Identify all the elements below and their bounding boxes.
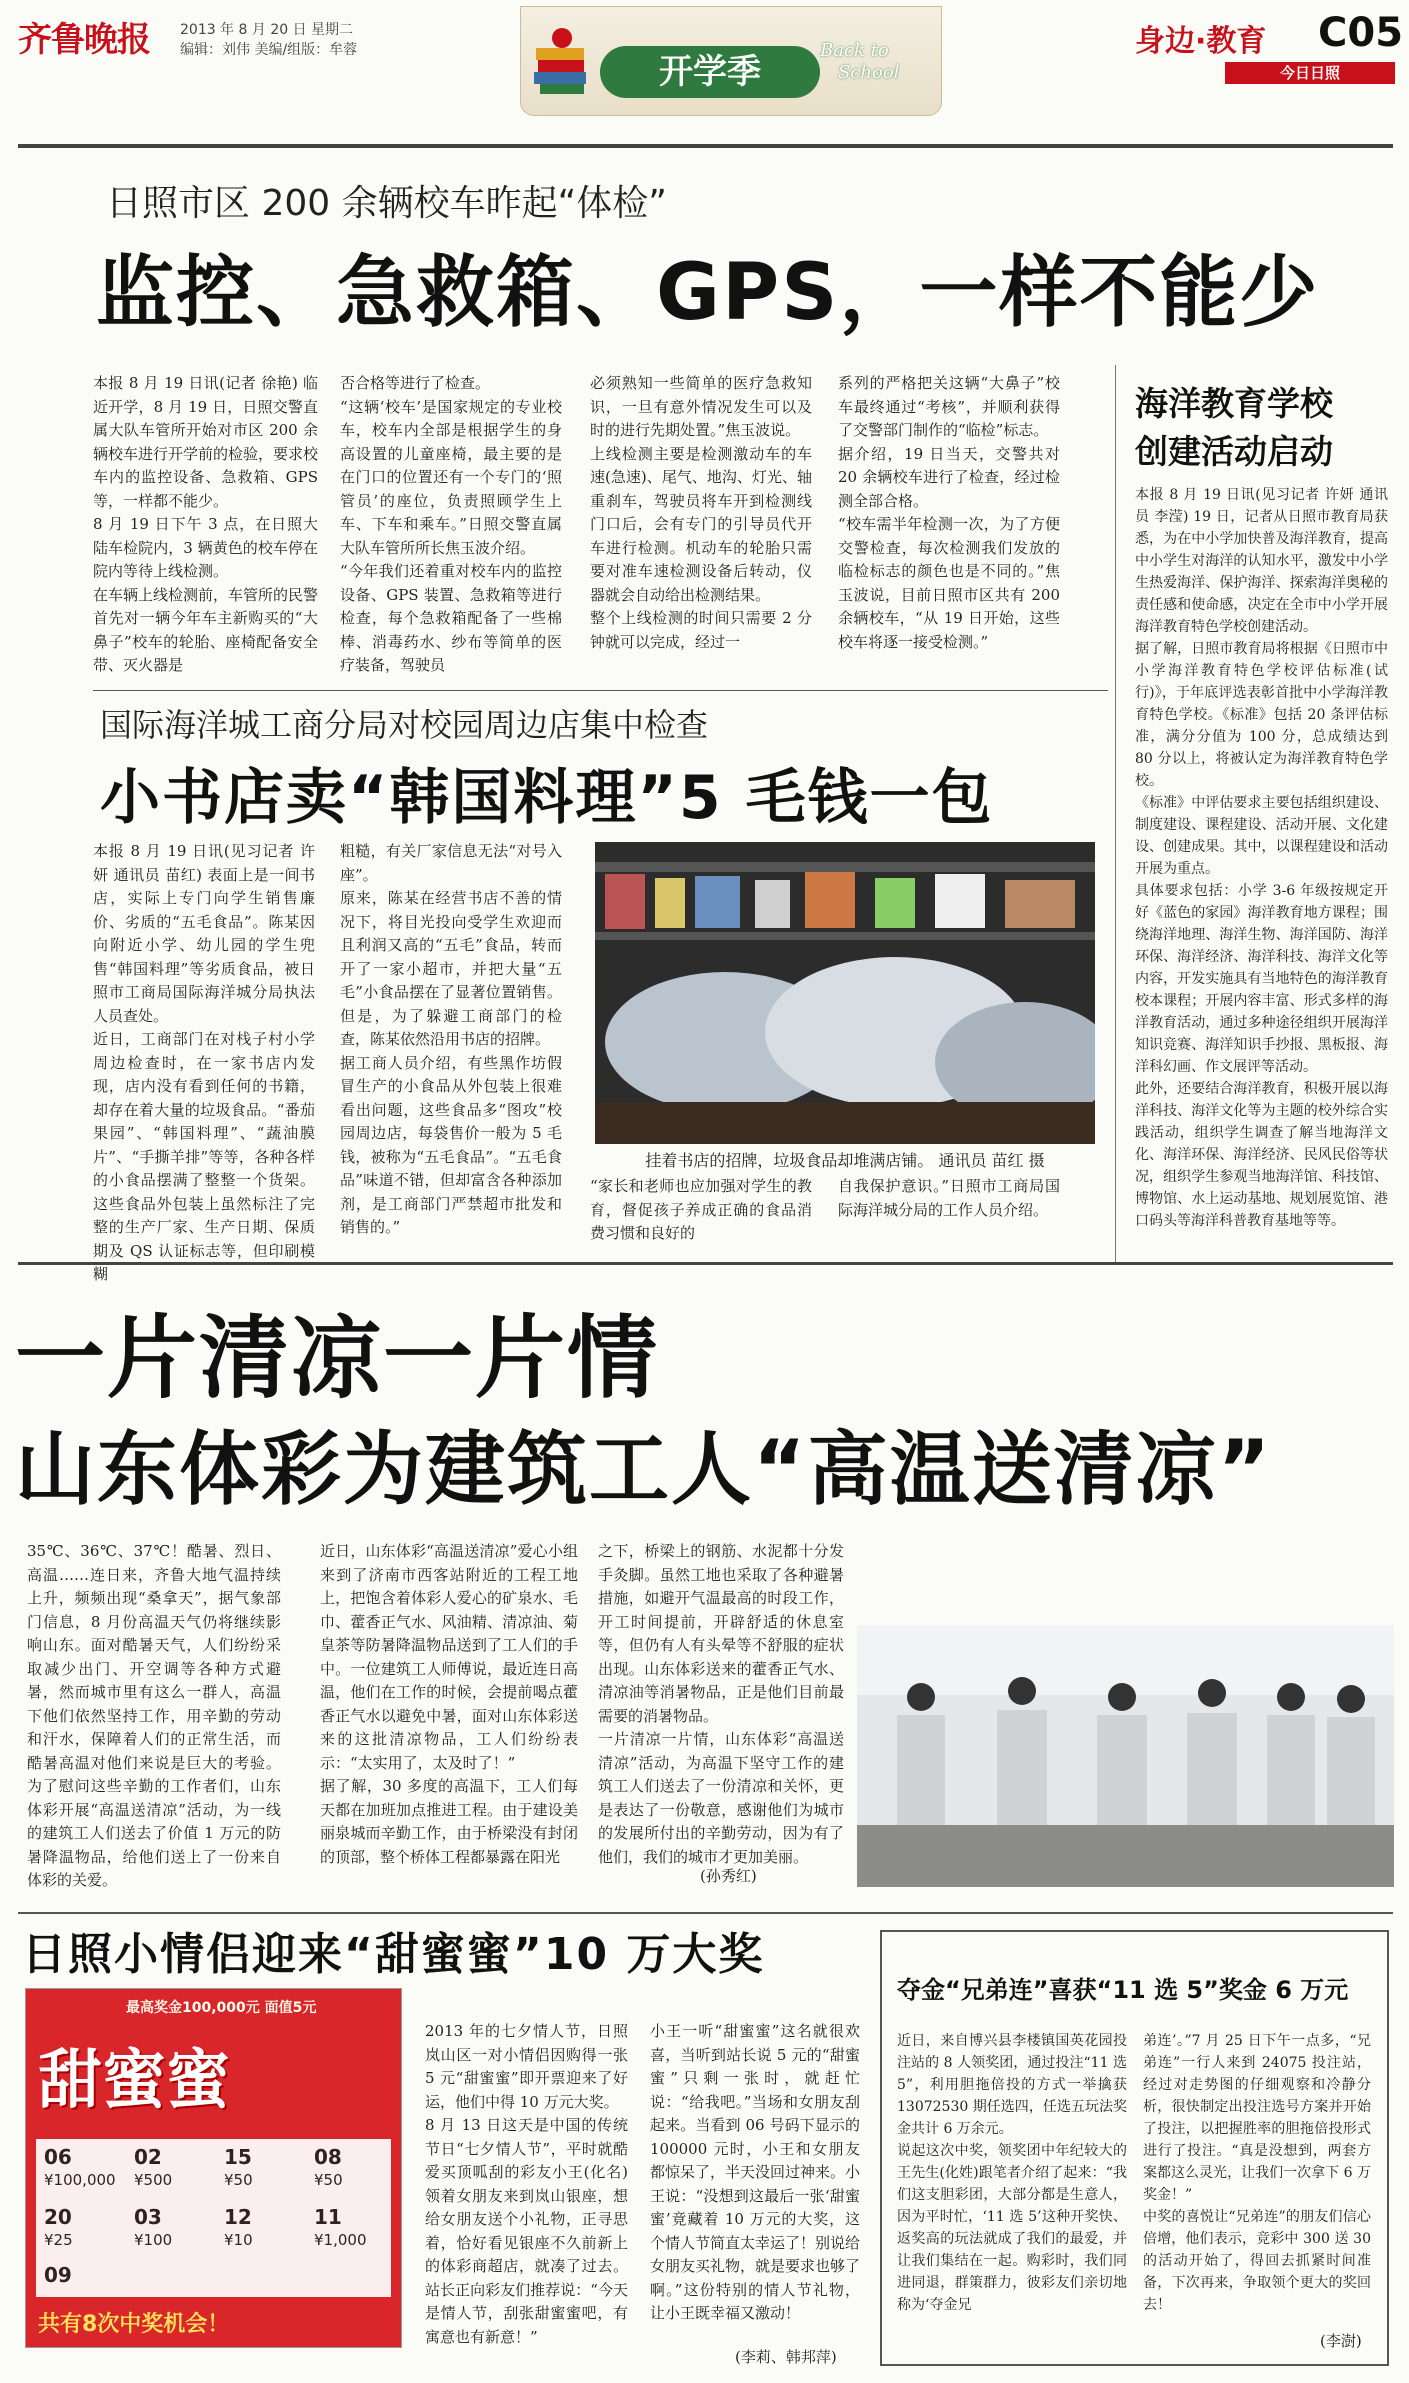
banner-sub-2: School [838, 62, 900, 83]
ticket-brand: 甜蜜蜜 [38, 2044, 230, 2118]
article3-headline-2: 山东体彩为建筑工人“高温送清凉” [15, 1423, 1273, 1516]
ticket-num: 03 [134, 2205, 162, 2229]
article5-col1: 近日，来自博兴县李楼镇国英花园投注站的 8 人领奖团，通过投注“11 选 5”，利用胆拖倍投的方式一举擒获 13072530 期任选四，任选五玩法奖金共计 6 万余元。 说起这次中奖，领奖团中年纪较大的王先生(化姓)跟笔者介绍了起来：“我们这支胆彩团，大部分都是生意人，因为平时忙，‘11 选 5’这种开奖快、返奖高的玩法就成了我们的最爱，并让我们集结在一起。购彩时，我们同进同退，群策群力，彼彩友们亲切地称为‘夺金兄 [897, 2033, 1127, 2313]
section-divider [18, 1262, 1393, 1265]
article5-col2: 弟连’。”7 月 25 日下午一点多，“兄弟连”一行人来到 24075 投注站，经过对走势图的仔细观察和冷静分析，很快制定出投注选号方案并开始了投注，以把握胜率的胆拖倍投形式进行了投注。“真是没想到，两套方案都这么灵光，让我们一次拿下 6 万奖金！” 中奖的喜悦让“兄弟连”的朋友们信心倍增，他们表示，竞彩中 300 送 30 的活动开始了，得回去抓紧时间准备，下次再来，争取领个更大的奖回去！ [1143, 2033, 1371, 2313]
books-icon [530, 20, 590, 100]
page-number: C05 [1318, 10, 1404, 56]
ticket-prize: ¥500 [134, 2171, 173, 2189]
article2-col4: 自我保护意识。”日照市工商局国际海洋城分局的工作人员介绍。 [838, 1177, 1060, 1219]
article1-headline: 监控、急救箱、GPS，一样不能少 [96, 248, 1320, 338]
article1-col4: 系列的严格把关这辆“大鼻子”校车最终通过“考核”，并顺利获得了交警部门制作的“临检”标志。 据介绍，19 日当天，交警共对 20 余辆校车进行了检查，经过检测全部合格。 “校车需半年检测一次，为了方便交警检查，每次检测我们发放的临检标志的颜色也是不同的。”焦玉波说，目前日照市区共有 200 余辆校车，“从 19 日开始，这些校车将逐一接受检测。” [838, 374, 1060, 651]
header-divider [18, 144, 1393, 148]
section-name: 身边·教育 [1135, 24, 1267, 59]
lower-divider [18, 1912, 1393, 1914]
article2-col2: 粗糙，有关厂家信息无法“对号入座”。 原来，陈某在经营书店不善的情况下，将目光投向受学生欢迎而且利润又高的“五毛”食品，转而开了一家小超市，并把大量“五毛”小食品摆在了显著位置销售。但是，为了躲避工商部门的检查，陈某依然沿用书店的招牌。 据工商人员介绍，有些黑作坊假冒生产的小食品从外包装上很难看出问题，这些食品多“图攻”校园周边店，每袋售价一般为 5 毛钱，被称为“五毛食品”。“五毛食品”味道不错，但却富含各种添加剂，是工商部门严禁超市批发和销售的。” [340, 842, 562, 1236]
article5-byline: (李澍) [1320, 2332, 1362, 2350]
article1-col2: 否合格等进行了检查。 “这辆‘校车’是国家规定的专业校车，校车内全部是根据学生的身高设置的儿童座椅，最主要的是在门口的位置还有一个专门的‘照管员’的座位，负责照顾学生上车、下车和乘车。”日照交警直属大队车管所所长焦玉波介绍。 “今年我们还着重对校车内的监控设备、GPS 装置、急救箱等进行检查，每个急救箱配备了一些棉棒、消毒药水、纱布等简单的医疗装备，驾驶员 [340, 374, 562, 674]
article3-col3: 之下，桥梁上的钢筋、水泥都十分发手灸脚。虽然工地也采取了各种避暑措施，如避开气温最高的时段工作，开工时间提前，开辟舒适的休息室等，但仍有人有头晕等不舒服的症状出现。山东体彩送来的藿香正气水、清凉油等消暑物品，正是他们目前最需要的消暑物品。 一片清凉一片情，山东体彩“高温送清凉”活动，为高温下坚守工作的建筑工人们送去了一份清凉和关怀，更是表达了一份敬意，感谢他们为城市的发展所付出的辛勤劳动，因为有了他们，我们的城市才更加美丽。 [598, 1542, 844, 1866]
ticket-prize: ¥100,000 [44, 2171, 116, 2189]
article3-col1: 35℃、36℃、37℃！酷暑、烈日、高温……连日来，齐鲁大地气温持续上升，频频出现“桑拿天”，据气象部门信息，8 月份高温天气仍将继续影响山东。面对酷暑天气，人们纷纷采取减少出门、开空调等各种方式避暑，然而城市里有这么一群人，高温下他们依然坚持工作，用辛勤的劳动和汗水，保障着人们的正常生活，而酷暑高温对他们来说是巨大的考验。为了慰问这些辛勤的工作者们，山东体彩开展“高温送清凉”活动，为一线的建筑工人们送去了价值 1 万元的防暑降温物品，给他们送上了一份来自体彩的关爱。 [27, 1542, 281, 1889]
article5-headline: 夺金“兄弟连”喜获“11 选 5”奖金 6 万元 [897, 1976, 1349, 2004]
article1-col3: 必须熟知一些简单的医疗急救知识，一旦有意外情况发生可以及时的进行先期处置。”焦玉波说。 上线检测主要是检测激动车的车速(急速)、尾气、地沟、灯光、轴重刹车，驾驶员将车开到检测线门口后，会有专门的引导员代开车进行检测。机动车的轮胎只需要对准车速检测设备后转动，仪器就会自动给出检测结果。 整个上线检测的时间只需要 2 分钟就可以完成，经过一 [590, 374, 812, 651]
ticket-top: 最高奖金100,000元 面值5元 [126, 2000, 317, 2016]
article1-bottom-rule [93, 690, 1108, 691]
article1-kicker: 日照市区 200 余辆校车昨起“体检” [106, 183, 667, 224]
bookstore-shelves-image [595, 842, 1095, 1144]
ticket-prize: ¥1,000 [314, 2231, 367, 2249]
ticket-prize: ¥50 [314, 2171, 343, 2189]
ticket-num: 02 [134, 2145, 162, 2169]
bookstore-caption: 挂着书店的招牌，垃圾食品却堆满店铺。 通讯员 苗红 摄 [645, 1151, 1045, 1170]
ticket-prize: ¥100 [134, 2231, 173, 2249]
lottery-ticket-image [25, 1988, 402, 2348]
article4-headline: 日照小情侣迎来“甜蜜蜜”10 万大奖 [22, 1929, 765, 1980]
ticket-num: 15 [224, 2145, 252, 2169]
article4-col1: 2013 年的七夕情人节，日照岚山区一对小情侣因购得一张 5 元“甜蜜蜜”即开票迎来了好运，他们中得 10 万元大奖。 8 月 13 日这天是中国的传统节日“七夕情人节”，平时就酷爱买顶呱刮的彩友小王(化名)领着女朋友来到岚山银座，想给女朋友送个小礼物，正寻思着，恰好看见银座不久前新上的体彩商超店，就凑了过去。站长正向彩友们推荐说：“今天是情人节，刮张甜蜜蜜吧，有寓意也有新意！” [425, 2022, 628, 2346]
sidebar-body: 本报 8 月 19 日讯(见习记者 许妍 通讯员 李滢) 19 日，记者从日照市教育局获悉，为在中小学加快普及海洋教育，提高中小学生对海洋的认知水平，激发中小学生热爱海洋、保护海洋、探索海洋奥秘的责任感和使命感，决定在全市中小学开展海洋教育特色学校创建活动。 据了解，日照市教育局将根据《日照市中小学海洋教育特色学校评估标准(试行)》，于年底评选表彰首批中小学海洋教育特色学校。《标准》包括 20 条评估标准，满分分值为 100 分，总成绩达到 80 分以上，将被认定为海洋教育特色学校。 《标准》中评估要求主要包括组织建设、制度建设、课程建设、活动开展、文化建设、创建成果。其中，以课程建设和活动开展为重点。 具体要求包括：小学 3-6 年级按规定开好《蓝色的家园》海洋教育地方课程；围绕海洋地理、海洋生物、海洋国防、海洋环保、海洋经济、海洋科技、海洋文化等内容，开发实施具有当地特色的海洋教育校本课程；开展内容丰富、形式多样的海洋教育活动，通过多种途径组织开展海洋知识竞赛、海洋知识手抄报、黑板报、海洋科幻画、作文展评等活动。 此外，还要结合海洋教育，积极开展以海洋科技、海洋文化等为主题的校外综合实践活动，组织学生调查了解当地海洋文化、海洋环保、海洋经济、民风民俗等状况，组织学生参观当地海洋馆、科技馆、博物馆、水上运动基地、规划展览馆、港口码头等海洋科普教育基地等等。 [1135, 487, 1388, 1229]
ticket-num: 20 [44, 2205, 72, 2229]
ticket-prize: ¥25 [44, 2231, 73, 2249]
bookstore-photo [595, 842, 1095, 1144]
workers-image [857, 1625, 1394, 1887]
date-editor-line [180, 20, 357, 60]
article3-headline-1: 一片清凉一片情 [15, 1306, 659, 1411]
sidebar-title-1: 海洋教育学校 [1135, 384, 1333, 423]
workers-photo [857, 1625, 1394, 1887]
ticket-num: 08 [314, 2145, 342, 2169]
sidebar-divider [1115, 365, 1116, 1265]
ticket-scratch-area [36, 2139, 391, 2297]
article2-col3: “家长和老师也应加强对学生的教育，督促孩子养成正确的食品消费习惯和良好的 [590, 1177, 812, 1242]
article1-col1: 本报 8 月 19 日讯(记者 徐艳) 临近开学，8 月 19 日，日照交警直属大队车管所开始对市区 200 余辆校车进行开学前的检验，要求校车内的监控设备、急救箱、GPS 等，一样都不能少。 8 月 19 日下午 3 点，在日照大陆车检院内，3 辆黄色的校车停在院内等待上线检测。 在车辆上线检测前，车管所的民警首先对一辆今年车主新购买的“大鼻子”校车的轮胎、座椅配备安全带、灭火器是 [93, 374, 319, 674]
article2-headline: 小书店卖“韩国料理”5 毛钱一包 [100, 763, 994, 833]
article3-byline: (孙秀红) [700, 1867, 757, 1885]
edition-badge: 今日日照 [1225, 62, 1395, 84]
sidebar-title-2: 创建活动启动 [1135, 432, 1333, 471]
article4-byline: (李莉、韩邦萍) [735, 2348, 837, 2366]
ticket-num: 09 [44, 2263, 72, 2287]
ticket-prize: ¥10 [224, 2231, 253, 2249]
newspaper-logo: 齐鲁晚报 [18, 20, 150, 60]
sidebar-title [1135, 380, 1333, 476]
article2-col1: 本报 8 月 19 日讯(见习记者 许妍 通讯员 苗红) 表面上是一间书店，实际上专门向学生销售廉价、劣质的“五毛食品”。陈某因向附近小学、幼儿园的学生兜售“韩国料理”等劣质食品，被日照市工商局国际海洋城分局执法人员查处。 近日，工商部门在对栈子村小学周边检查时，在一家书店内发现，店内没有看到任何的书籍，却存在着大量的垃圾食品。“番茄果园”、“韩国料理”、“蔬油膜片”、“手撕羊排”等等，各种各样的小食品摆满了整整一个货架。这些食品外包装上虽然标注了完整的生产厂家、生产日期、保质期及 QS 认证标志等，但印刷模糊 [93, 842, 315, 1283]
ticket-num: 12 [224, 2205, 252, 2229]
editor-line: 编辑：刘伟 美编/组版：牟蓉 [180, 42, 358, 58]
banner-title: 开学季 [600, 46, 820, 98]
ticket-bottom: 共有8次中奖机会！ [38, 2312, 230, 2337]
ticket-num: 11 [314, 2205, 342, 2229]
ticket-num: 06 [44, 2145, 72, 2169]
article3-col2: 近日，山东体彩“高温送清凉”爱心小组来到了济南市西客站附近的工程工地上，把饱含着体彩人爱心的矿泉水、毛巾、藿香正气水、风油精、清凉油、菊皇茶等防暑降温物品送到了工人们的手中。一位建筑工人师傅说，最近连日高温，他们在工作的时候，会提前喝点藿香正气水以避免中暑，面对山东体彩送来的这批清凉物品，工人们纷纷表示：“太实用了，太及时了！” 据了解，30 多度的高温下，工人们每天都在加班加点推进工程。由于建设美丽泉城而辛勤工作，由于桥梁没有封闭的顶部，整个桥体工程都暴露在阳光 [320, 1542, 578, 1866]
article2-kicker: 国际海洋城工商分局对校园周边店集中检查 [100, 706, 709, 744]
article4-col2: 小王一听“甜蜜蜜”这名就很欢喜，当听到站长说 5 元的“甜蜜蜜”只剩一张时，就赶忙说：“给我吧。”当场和女朋友刮起来。当看到 06 号码下显示的 100000 元时，小王和女朋友都惊呆了，半天没回过神来。小王说：“没想到这最后一张‘甜蜜蜜’竟藏着 10 万元的大奖，这个情人节简直太幸运了！别说给女朋友买礼物，就是要求也够了啊。”这份特别的情人节礼物，让小王既幸福又激动！ [650, 2022, 861, 2322]
banner-sub-1: Back to [820, 40, 889, 61]
date-line: 2013 年 8 月 20 日 星期二 [180, 22, 354, 38]
ticket-prize: ¥50 [224, 2171, 253, 2189]
banner-subtitle [820, 40, 899, 84]
